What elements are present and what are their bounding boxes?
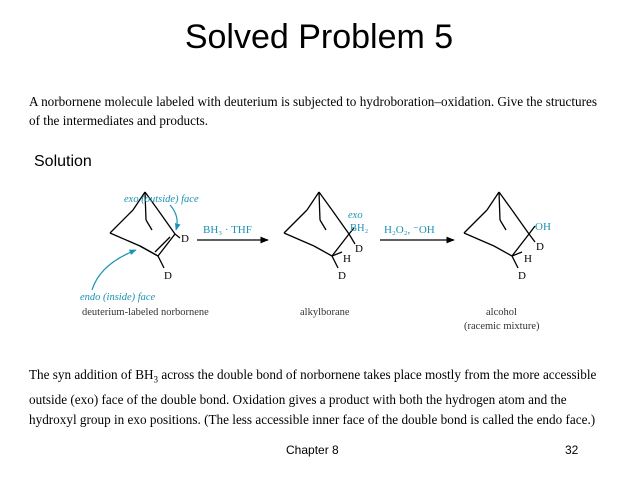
exo-face-arrow [170,205,177,230]
alkylborane-d2-label: D [338,270,346,282]
explanation-text [29,365,614,429]
explanation-part1: The syn addition of BH [29,367,154,382]
solution-heading: Solution [34,153,92,170]
reagent-2: H₂O₂, ⁻OH [384,224,435,236]
exo-face-label: exo (outside) face [124,194,199,205]
footer-page-number: 32 [565,443,579,457]
explanation-part2: across the double bond of norbornene takes place mostly from the more accessible outside (exo) face of the double bond. Oxidation gives a product with both the hydrogen atom and the hydroxyl group in exo positions. (The less accessible inner face of the double bond is called the endo face.) [29,367,597,427]
reaction-scheme [0,180,638,350]
caption-mid: alkylborane [300,307,350,318]
start-d1-label: D [181,233,189,245]
alkylborane-bh2-label: BH₂ [350,223,369,234]
alkylborane-exo-label: exo [348,210,363,221]
footer-chapter: Chapter 8 [286,443,339,457]
alcohol-h-label: H [524,253,532,265]
slide-title: Solved Problem 5 [184,18,454,56]
caption-start: deuterium-labeled norbornene [82,307,209,318]
alkylborane-h-label: H [343,253,351,265]
alcohol-oh-label: OH [535,221,551,233]
alcohol-d2-label: D [518,270,526,282]
start-d2-label: D [164,270,172,282]
endo-face-label: endo (inside) face [80,292,156,303]
reagent-1: BH₃ · THF [203,224,252,236]
problem-statement: A norbornene molecule labeled with deuterium is subjected to hydroboration–oxidation. Give the structures of the intermediates and products. [29,94,598,128]
caption-end-line1: alcohol [486,307,517,318]
caption-end-line2: (racemic mixture) [464,321,540,332]
alkylborane-d1-label: D [355,243,363,255]
endo-face-arrow [92,250,136,290]
alcohol-d1-label: D [536,241,544,253]
explanation-subscript: 3 [153,374,159,385]
